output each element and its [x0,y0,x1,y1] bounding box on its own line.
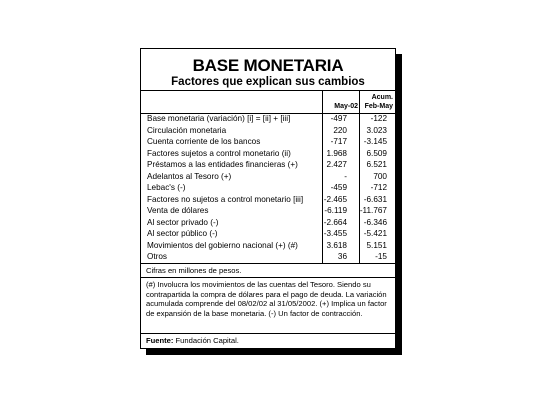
table-row [141,125,395,137]
table-row [141,182,395,194]
source-line [141,333,395,348]
row-label: Factores sujetos a control monetario (ii) [147,148,291,158]
row-acum-value: -712 [370,183,387,192]
row-label: Préstamos a las entidades financieras (+) [147,160,298,169]
table-row [141,217,395,229]
table-row [141,228,395,240]
row-may-value: -497 [330,114,347,123]
table-row [141,251,395,263]
row-label: Base monetaria (variación) [i] = [ii] + [iii] [147,114,291,123]
row-may-value: -6.119 [324,206,347,215]
row-may-value: 220 [333,125,347,135]
row-may-value: 2.427 [326,160,347,169]
row-may-value: 1.968 [326,148,347,158]
row-label: Factores no sujetos a control monetario [iii] [147,194,304,204]
row-label: Al sector público (-) [147,229,218,238]
row-acum-value: -3.145 [363,137,387,146]
table-row [141,240,395,252]
row-may-value: - [344,171,347,181]
row-label: Adelantos al Tesoro (+) [147,171,232,181]
row-acum-value: -6.346 [363,217,387,227]
table-row [141,113,395,125]
row-may-value: -2.465 [323,194,347,204]
column-header-row [141,90,395,114]
row-acum-value: 6.521 [366,160,387,169]
row-may-value: 3.618 [326,240,347,250]
row-acum-value: 700 [373,171,387,181]
header-may: May-02 [334,103,358,110]
row-acum-value: -6.631 [363,194,387,204]
header-acum: Acum. [371,94,393,101]
footnote-text: (#) Involucra los movimientos de las cuentas del Tesoro. Siendo su contrapartida la compra de dólares para el pago de deuda. La variación acumulada comprende del 08/02/02 al 31/05/2002. (+) Implica un factor de expansión de la base monetaria. (-) Un factor de contracción. [146,280,387,318]
row-label: Circulación monetaria [147,125,227,135]
row-label: Cuenta corriente de los bancos [147,137,261,146]
row-acum-value: 6.509 [366,148,387,158]
units-note [141,263,395,277]
units-note-text: Cifras en millones de pesos. [146,266,242,275]
table-row [141,159,395,171]
table-row [141,171,395,183]
row-acum-value: -5.421 [363,229,387,238]
source-label: Fuente: [146,336,174,345]
row-may-value: -2.664 [323,217,347,227]
row-may-value: 36 [337,252,347,261]
table-row [141,194,395,206]
row-label: Movimientos del gobierno nacional (+) (#) [147,240,298,250]
data-table-box [140,48,396,349]
table-subtitle: Factores que explican sus cambios [171,76,365,88]
row-acum-value: 5.151 [366,240,387,250]
row-may-value: -459 [330,183,347,192]
row-acum-value: 3.023 [366,125,387,135]
source-value: Fundación Capital. [175,336,239,345]
row-acum-value: -122 [370,114,387,123]
table-row [141,136,395,148]
table-row [141,205,395,217]
row-acum-value: -15 [375,252,387,261]
header-feb-may: Feb-May [364,103,393,110]
footnote [141,277,395,333]
row-label: Al sector privado (-) [147,217,219,227]
row-may-value: -717 [330,137,347,146]
table-row [141,148,395,160]
table-title: BASE MONETARIA [192,56,344,75]
row-label: Venta de dólares [147,206,209,215]
row-label: Otros [147,252,168,261]
row-may-value: -3.455 [323,229,347,238]
row-acum-value: -11.767 [359,206,387,215]
row-label: Lebac's (-) [147,183,186,192]
